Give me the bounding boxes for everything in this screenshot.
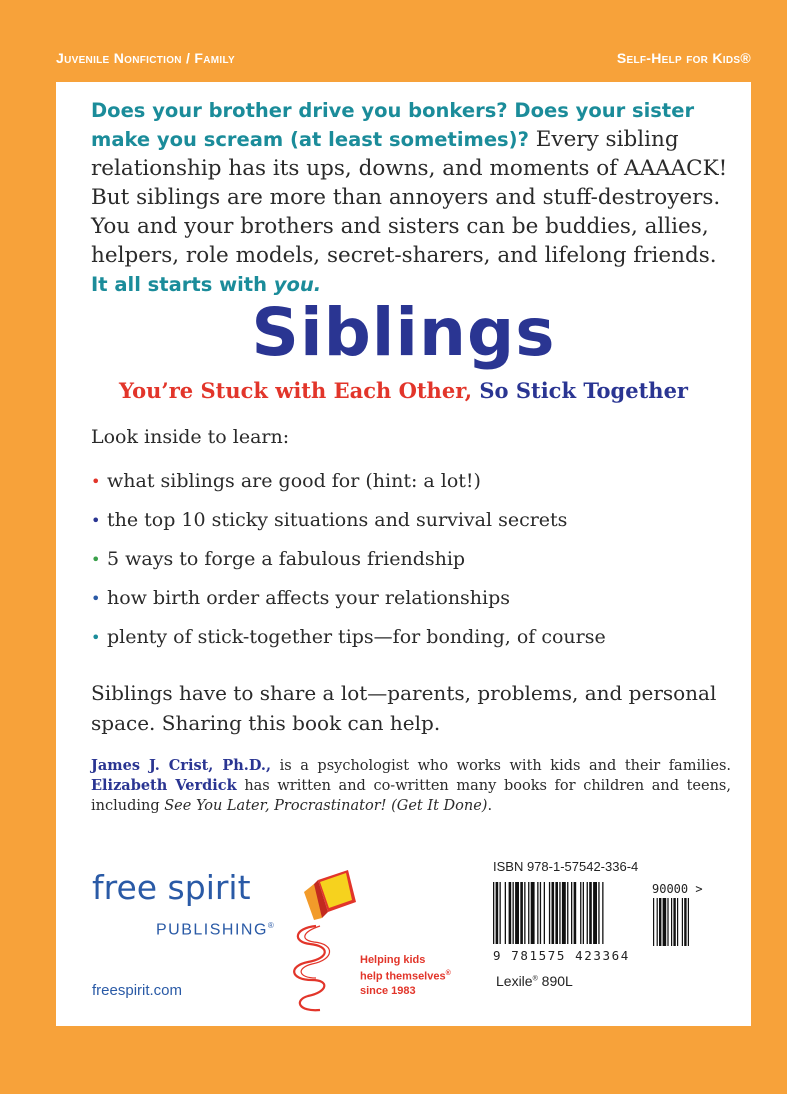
barcode-bar <box>593 882 597 944</box>
list-item <box>91 546 606 585</box>
tagline-line-2 <box>360 967 480 984</box>
registered-mark: ® <box>532 975 538 983</box>
tagline-line-2-text: help themselves <box>360 970 446 983</box>
author-1-name: James J. Crist, Ph.D., <box>91 757 272 774</box>
barcode-bar <box>598 882 599 944</box>
barcode-bar <box>559 882 560 944</box>
barcode-bar <box>515 882 519 944</box>
registered-mark: ® <box>267 921 276 930</box>
subtitle-part-2: So Stick Together <box>479 378 688 403</box>
barcode-bar <box>583 882 584 944</box>
bullet-dot: • <box>91 628 101 647</box>
lexile-measure <box>496 973 573 989</box>
bullet-dot: • <box>91 550 101 569</box>
bullet-dot: • <box>91 472 101 491</box>
publisher-logo-subtitle-text: PUBLISHING <box>156 921 268 939</box>
intro-closing-emphasis: you. <box>273 273 322 296</box>
intro-hook: Does your brother drive you bonkers? Does your sister make you scream (at least sometimes)? <box>91 99 695 151</box>
intro-closing <box>91 273 321 296</box>
barcode-bar <box>567 882 568 944</box>
barcode-bar <box>540 882 541 944</box>
publisher-tagline <box>360 953 480 998</box>
barcode-bar <box>659 898 661 946</box>
barcode-number: 9 781575 423364 <box>493 948 630 963</box>
publisher-url[interactable]: freespirit.com <box>92 982 183 999</box>
barcode-bar <box>677 898 678 946</box>
bullet-text: the top 10 sticky situations and survival secrets <box>107 509 568 531</box>
barcode-bar <box>509 882 512 944</box>
bio-end: . <box>487 798 493 814</box>
tagline-line-1: Helping kids <box>360 954 426 966</box>
bullets-lead: Look inside to learn: <box>91 426 290 448</box>
intro-body: Every sibling relationship has its ups, downs, and moments of AAAACK! But siblings are more than annoyers and stuff-destroyers. You and your brothers and sisters can be buddies, allies, helpers, role models, secret-sharers, and lifelong friends. <box>91 127 728 268</box>
barcode-bar <box>671 898 672 946</box>
outro-paragraph: Siblings have to share a lot—parents, problems, and personal space. Sharing this book can help. <box>91 681 717 735</box>
tagline-line-3: since 1983 <box>360 984 416 997</box>
lexile-value: 890L <box>537 973 573 989</box>
barcode-bar <box>587 882 588 944</box>
barcode-bar <box>602 882 603 944</box>
bullet-list <box>91 468 606 663</box>
bullet-text: plenty of stick-together tips—for bonding, of course <box>107 626 606 648</box>
referenced-book-title: See You Later, Procrastinator! (Get It Done) <box>164 798 488 814</box>
barcode-bar <box>667 898 668 946</box>
barcode-bar <box>657 898 658 946</box>
barcode-bar <box>513 882 514 944</box>
intro-closing-text: It all starts with <box>91 273 274 296</box>
intro-paragraph <box>91 96 731 299</box>
bullet-text: what siblings are good for (hint: a lot!) <box>107 470 481 492</box>
flying-book-icon <box>284 866 364 1016</box>
barcode-bar <box>589 882 592 944</box>
barcode-bar <box>688 898 689 946</box>
barcode-bar <box>574 882 577 944</box>
publisher-logo-subtitle <box>156 921 275 939</box>
book-subtitle <box>56 378 751 403</box>
book-title: Siblings <box>251 294 556 371</box>
barcode-bar <box>549 882 550 944</box>
barcode-bar <box>571 882 572 944</box>
bullet-dot: • <box>91 511 101 530</box>
barcode-bar <box>531 882 535 944</box>
bullet-text: how birth order affects your relationships <box>107 587 511 609</box>
barcode-bar <box>505 882 506 944</box>
bullet-dot: • <box>91 589 101 608</box>
author-bio <box>91 756 731 816</box>
barcode-bar <box>684 898 686 946</box>
publisher-logo: free spirit <box>92 868 251 907</box>
list-item <box>91 585 606 624</box>
registered-mark: ® <box>445 970 451 977</box>
barcode-bar <box>682 898 683 946</box>
barcode-bar <box>555 882 558 944</box>
barcode-bar <box>493 882 494 944</box>
barcode-bar <box>663 898 667 946</box>
barcode-bar <box>496 882 499 944</box>
list-item <box>91 624 606 663</box>
barcode-bar <box>673 898 675 946</box>
author-2-text: has written and co-written many books for children and teens, including <box>91 778 731 814</box>
barcode-bar <box>528 882 529 944</box>
author-1-text: is a psychologist who works with kids and their families. <box>271 758 731 774</box>
category-left-label: Juvenile Nonfiction / Family <box>56 50 235 66</box>
list-item <box>91 507 606 546</box>
barcode-bar <box>653 898 654 946</box>
barcode-bar <box>580 882 581 944</box>
isbn-label: ISBN 978-1-57542-336-4 <box>493 859 639 874</box>
barcode-bar <box>544 882 545 944</box>
price-code: 90000 > <box>652 882 703 896</box>
author-2-name: Elizabeth Verdick <box>91 777 237 794</box>
barcode-bar <box>562 882 566 944</box>
bullet-text: 5 ways to forge a fabulous friendship <box>107 548 466 570</box>
list-item <box>91 468 606 507</box>
barcode-bar <box>537 882 538 944</box>
barcode-bar <box>552 882 555 944</box>
back-cover-panel <box>56 82 751 1026</box>
subtitle-part-1: You’re Stuck with Each Other, <box>118 378 480 403</box>
category-right-label: Self-Help for Kids® <box>616 50 751 66</box>
lexile-label: Lexile <box>496 973 533 989</box>
barcode-bar <box>524 882 525 944</box>
barcode-bar <box>500 882 501 944</box>
barcode-bar <box>520 882 523 944</box>
